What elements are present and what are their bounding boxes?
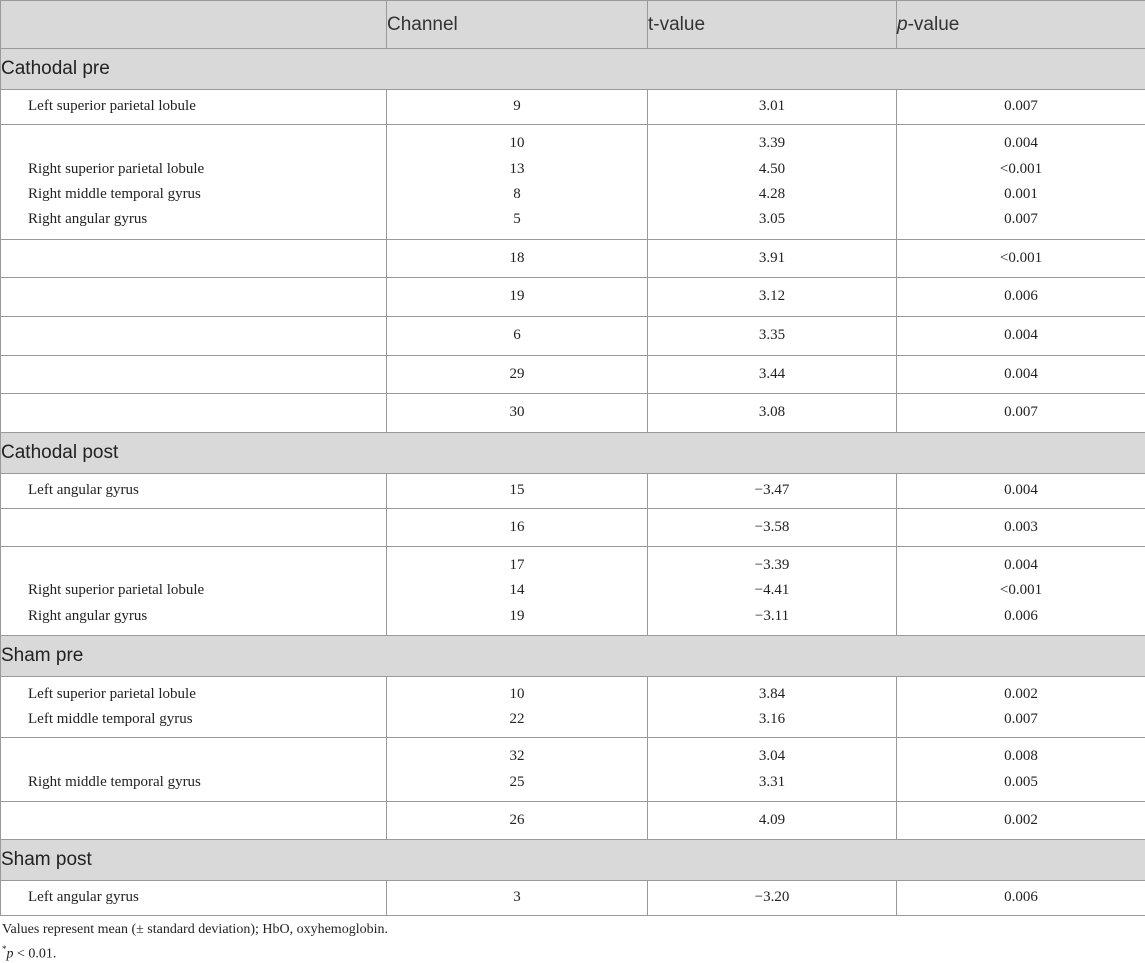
p-value-text: 0.007	[897, 207, 1145, 232]
t-value-text: 3.84	[648, 682, 896, 707]
channel-text: 5	[387, 207, 647, 232]
channel-cell	[387, 677, 648, 738]
region-text: Right middle temporal gyrus	[28, 182, 386, 207]
channel-text: 26	[387, 808, 647, 833]
channel-text: 30	[387, 400, 647, 425]
t-value-text: 3.39	[648, 131, 896, 156]
p-value-text: <0.001	[897, 578, 1145, 603]
region-text: Left superior parietal lobule	[28, 682, 386, 707]
channel-cell	[387, 278, 648, 317]
region-text	[28, 246, 386, 271]
p-value-cell	[897, 738, 1145, 802]
header-row	[1, 1, 1145, 49]
p-value-cell	[897, 677, 1145, 738]
p-value-text: 0.004	[897, 553, 1145, 578]
t-value-text: 3.16	[648, 707, 896, 732]
p-value-text: <0.001	[897, 246, 1145, 271]
p-value-text: 0.007	[897, 400, 1145, 425]
channel-text: 6	[387, 323, 647, 348]
t-value-cell	[648, 278, 897, 317]
header-p-value: p-value	[897, 1, 1145, 49]
channel-text: 18	[387, 246, 647, 271]
channel-cell	[387, 317, 648, 356]
region-text: Left superior parietal lobule	[28, 94, 386, 119]
p-value-text: 0.007	[897, 94, 1145, 119]
t-value-cell	[648, 474, 897, 509]
region-text	[28, 362, 386, 387]
p-value-text: 0.004	[897, 131, 1145, 156]
channel-text: 13	[387, 157, 647, 182]
t-value-cell	[648, 125, 897, 240]
p-value-cell	[897, 394, 1145, 433]
p-value-cell	[897, 317, 1145, 356]
p-value-text: 0.008	[897, 744, 1145, 769]
footnote-significance: *p < 0.01.	[2, 944, 56, 963]
t-value-cell	[648, 356, 897, 394]
channel-cell	[387, 474, 648, 509]
region-text: Right superior parietal lobule	[28, 157, 386, 182]
footnote-values: Values represent mean (± standard deviation); HbO, oxyhemoglobin.	[2, 922, 388, 938]
t-value-cell	[648, 394, 897, 433]
p-value-text: 0.001	[897, 182, 1145, 207]
region-cell	[1, 240, 387, 278]
table-row	[1, 677, 1145, 738]
region-text: Right superior parietal lobule	[28, 578, 386, 603]
t-value-text: −3.11	[648, 604, 896, 629]
t-value-cell	[648, 881, 897, 916]
channel-cell	[387, 394, 648, 433]
p-value-cell	[897, 278, 1145, 317]
p-value-cell	[897, 509, 1145, 547]
region-cell	[1, 356, 387, 394]
section-title: Sham pre	[1, 636, 1145, 677]
region-text	[28, 744, 386, 769]
region-cell	[1, 802, 387, 840]
region-cell	[1, 677, 387, 738]
region-text	[28, 131, 386, 156]
header-channel: Channel	[387, 1, 648, 49]
t-value-text: 3.35	[648, 323, 896, 348]
region-cell	[1, 547, 387, 636]
p-value-cell	[897, 547, 1145, 636]
region-cell	[1, 90, 387, 125]
table-row	[1, 278, 1145, 317]
channel-cell	[387, 802, 648, 840]
p-value-text: 0.002	[897, 682, 1145, 707]
section-header-row	[1, 840, 1145, 881]
channel-cell	[387, 356, 648, 394]
t-value-cell	[648, 509, 897, 547]
channel-text: 25	[387, 770, 647, 795]
t-value-text: −3.20	[648, 885, 896, 910]
p-value-text: 0.002	[897, 808, 1145, 833]
header-region	[1, 1, 387, 49]
region-cell	[1, 278, 387, 317]
t-value-text: 3.91	[648, 246, 896, 271]
section-title: Cathodal pre	[1, 49, 1145, 90]
table-row	[1, 240, 1145, 278]
channel-text: 19	[387, 284, 647, 309]
section-header-row	[1, 433, 1145, 474]
channel-cell	[387, 738, 648, 802]
p-value-cell	[897, 125, 1145, 240]
channel-text: 9	[387, 94, 647, 119]
p-value-cell	[897, 356, 1145, 394]
region-text	[28, 284, 386, 309]
region-cell	[1, 125, 387, 240]
t-value-cell	[648, 738, 897, 802]
region-text	[28, 553, 386, 578]
region-text	[28, 515, 386, 540]
region-text: Left middle temporal gyrus	[28, 707, 386, 732]
t-value-text: 3.08	[648, 400, 896, 425]
table-row	[1, 802, 1145, 840]
channel-cell	[387, 509, 648, 547]
header-t-value: t-value	[648, 1, 897, 49]
channel-cell	[387, 240, 648, 278]
region-text: Left angular gyrus	[28, 885, 386, 910]
t-value-text: 3.04	[648, 744, 896, 769]
channel-text: 32	[387, 744, 647, 769]
region-cell	[1, 881, 387, 916]
t-value-text: 3.31	[648, 770, 896, 795]
table-row	[1, 547, 1145, 636]
t-value-cell	[648, 90, 897, 125]
region-text	[28, 400, 386, 425]
p-value-text: 0.004	[897, 362, 1145, 387]
p-value-text: 0.003	[897, 515, 1145, 540]
t-value-text: 4.50	[648, 157, 896, 182]
t-value-text: −4.41	[648, 578, 896, 603]
p-value-cell	[897, 474, 1145, 509]
region-cell	[1, 317, 387, 356]
channel-cell	[387, 90, 648, 125]
t-value-text: −3.47	[648, 478, 896, 503]
channel-text: 10	[387, 131, 647, 156]
table-row	[1, 509, 1145, 547]
region-cell	[1, 738, 387, 802]
channel-text: 8	[387, 182, 647, 207]
t-value-text: −3.39	[648, 553, 896, 578]
p-value-text: 0.004	[897, 323, 1145, 348]
section-title: Sham post	[1, 840, 1145, 881]
region-text: Left angular gyrus	[28, 478, 386, 503]
channel-cell	[387, 881, 648, 916]
p-value-cell	[897, 802, 1145, 840]
section-header-row	[1, 636, 1145, 677]
t-value-cell	[648, 677, 897, 738]
channel-text: 16	[387, 515, 647, 540]
t-value-cell	[648, 240, 897, 278]
t-value-text: 4.28	[648, 182, 896, 207]
p-value-cell	[897, 90, 1145, 125]
table-row	[1, 881, 1145, 916]
region-cell	[1, 474, 387, 509]
section-header-row	[1, 49, 1145, 90]
t-value-text: 3.44	[648, 362, 896, 387]
t-value-text: 3.01	[648, 94, 896, 119]
p-value-cell	[897, 881, 1145, 916]
table-row	[1, 738, 1145, 802]
channel-cell	[387, 125, 648, 240]
channel-text: 3	[387, 885, 647, 910]
section-title: Cathodal post	[1, 433, 1145, 474]
table-row	[1, 474, 1145, 509]
channel-text: 14	[387, 578, 647, 603]
region-text: Right angular gyrus	[28, 604, 386, 629]
p-value-text: 0.006	[897, 885, 1145, 910]
table-row	[1, 356, 1145, 394]
t-value-text: 3.12	[648, 284, 896, 309]
region-text: Right angular gyrus	[28, 207, 386, 232]
channel-text: 17	[387, 553, 647, 578]
p-value-text: <0.001	[897, 157, 1145, 182]
t-value-cell	[648, 547, 897, 636]
p-value-text: 0.004	[897, 478, 1145, 503]
t-value-cell	[648, 802, 897, 840]
region-text	[28, 808, 386, 833]
t-value-text: 3.05	[648, 207, 896, 232]
region-cell	[1, 394, 387, 433]
table-row	[1, 394, 1145, 433]
t-value-text: −3.58	[648, 515, 896, 540]
p-value-text: 0.006	[897, 604, 1145, 629]
channel-text: 22	[387, 707, 647, 732]
channel-text: 19	[387, 604, 647, 629]
p-value-cell	[897, 240, 1145, 278]
p-value-text: 0.007	[897, 707, 1145, 732]
p-value-text: 0.005	[897, 770, 1145, 795]
table-row	[1, 90, 1145, 125]
region-cell	[1, 509, 387, 547]
region-text: Right middle temporal gyrus	[28, 770, 386, 795]
region-text	[28, 323, 386, 348]
p-value-text: 0.006	[897, 284, 1145, 309]
table-row	[1, 317, 1145, 356]
channel-text: 29	[387, 362, 647, 387]
table-row	[1, 125, 1145, 240]
t-value-cell	[648, 317, 897, 356]
channel-text: 10	[387, 682, 647, 707]
channel-text: 15	[387, 478, 647, 503]
channel-cell	[387, 547, 648, 636]
t-value-text: 4.09	[648, 808, 896, 833]
